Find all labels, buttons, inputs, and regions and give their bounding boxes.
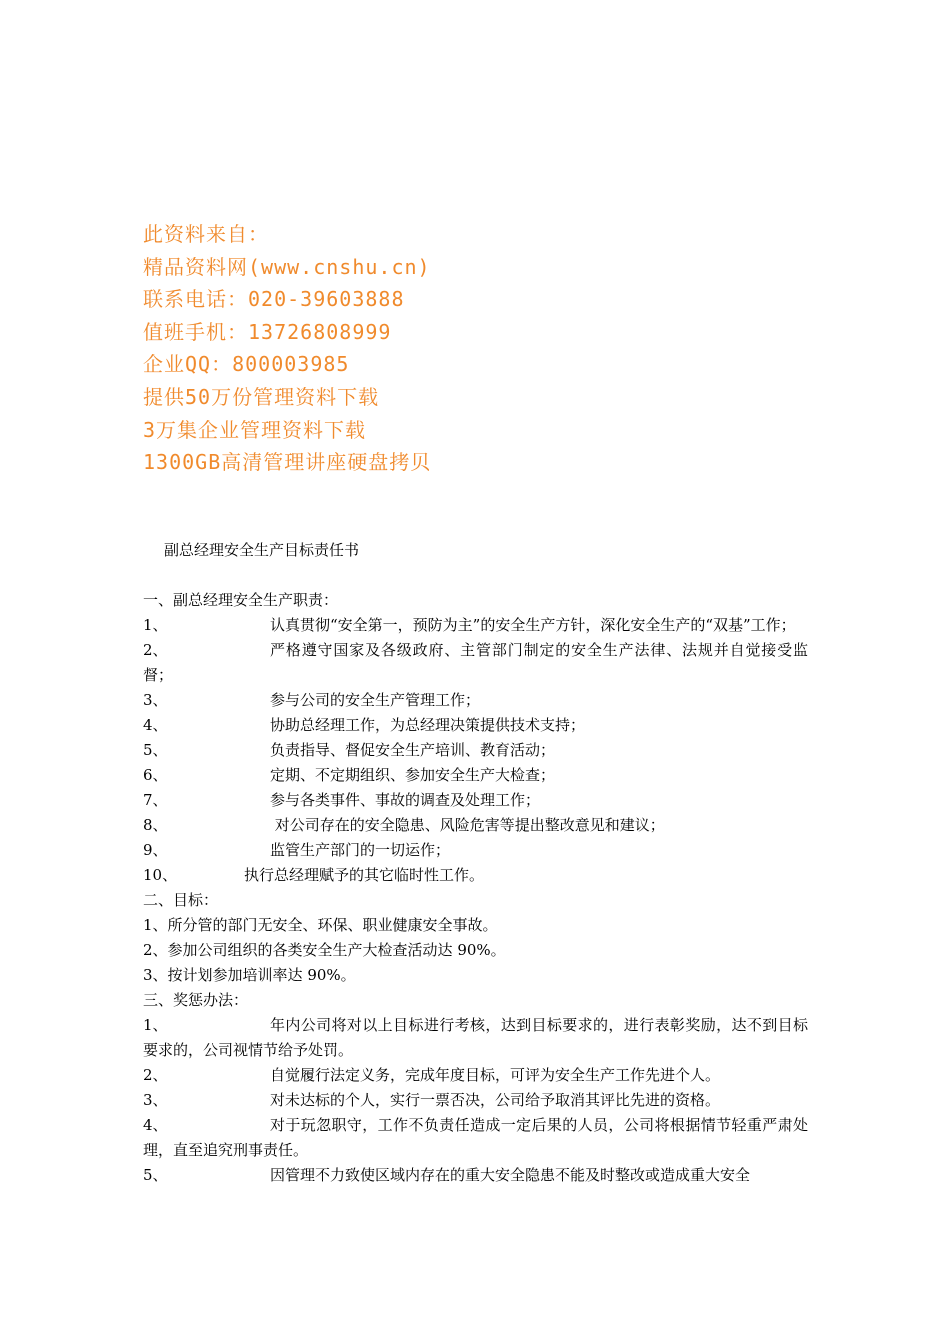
list-item xyxy=(143,763,808,788)
target-line: 2、参加公司组织的各类安全生产大检查活动达 90%。 xyxy=(143,941,506,959)
item-number: 1、 xyxy=(143,616,168,634)
list-item xyxy=(143,788,808,813)
target-line: 1、所分管的部门无安全、环保、职业健康安全事故。 xyxy=(143,916,498,934)
section-heading: 一、副总经理安全生产职责： xyxy=(143,591,339,609)
promo-line: 精品资料网(www.cnshu.cn) xyxy=(143,254,431,279)
list-item xyxy=(143,813,808,838)
item-text: 参与各类事件、事故的调查及处理工作； xyxy=(270,791,541,809)
list-item xyxy=(143,1013,808,1063)
item-text: 监管生产部门的一切运作； xyxy=(270,841,451,859)
list-item xyxy=(143,863,808,888)
promo-line: 提供50万份管理资料下载 xyxy=(143,384,380,409)
item-text: 年内公司将对以上目标进行考核，达到目标要求的，进行表彰奖励，达不到目标要求的，公司视情节给予处罚。 xyxy=(143,1016,808,1059)
list-item xyxy=(143,713,808,738)
item-text: 负责指导、督促安全生产培训、教育活动； xyxy=(270,741,556,759)
target-line: 3、按计划参加培训率达 90%。 xyxy=(143,966,356,984)
document-title: 副总经理安全生产目标责任书 xyxy=(164,541,360,559)
item-text: 对未达标的个人，实行一票否决，公司给予取消其评比先进的资格。 xyxy=(270,1091,721,1109)
section-heading: 二、目标： xyxy=(143,891,219,909)
item-text: 严格遵守国家及各级政府、主管部门制定的安全生产法律、法规并自觉接受监督； xyxy=(143,641,808,684)
item-number: 3、 xyxy=(143,1091,168,1109)
promo-line: 联系电话：020-39603888 xyxy=(143,287,405,312)
list-item xyxy=(143,838,808,863)
item-number: 8、 xyxy=(143,816,168,834)
list-item xyxy=(143,1063,808,1088)
item-number: 1、 xyxy=(143,1016,168,1034)
list-item xyxy=(143,1163,808,1188)
list-item xyxy=(143,1088,808,1113)
item-number: 4、 xyxy=(143,716,168,734)
item-number: 5、 xyxy=(143,741,168,759)
promo-line: 此资料来自： xyxy=(143,222,269,246)
promo-line: 值班手机：13726808999 xyxy=(143,319,392,344)
item-number: 4、 xyxy=(143,1116,168,1134)
item-number: 5、 xyxy=(143,1166,168,1184)
item-number: 2、 xyxy=(143,641,168,659)
list-item xyxy=(143,738,808,763)
promo-block xyxy=(143,218,431,479)
list-item xyxy=(143,688,808,713)
promo-line: 企业QQ：800003985 xyxy=(143,352,350,377)
promo-line: 3万集企业管理资料下载 xyxy=(143,417,367,442)
item-text: 自觉履行法定义务，完成年度目标，可评为安全生产工作先进个人。 xyxy=(270,1066,721,1084)
item-text: 认真贯彻“安全第一，预防为主”的安全生产方针，深化安全生产的“双基”工作； xyxy=(270,616,796,634)
promo-line: 1300GB高清管理讲座硬盘拷贝 xyxy=(143,450,432,475)
item-number: 6、 xyxy=(143,766,168,784)
list-item xyxy=(143,1113,808,1163)
item-text: 对公司存在的安全隐患、风险危害等提出整改意见和建议； xyxy=(270,816,665,834)
item-number: 9、 xyxy=(143,841,168,859)
list-item xyxy=(143,638,808,688)
item-number: 3、 xyxy=(143,691,168,709)
item-text: 执行总经理赋予的其它临时性工作。 xyxy=(244,866,485,884)
item-text: 参与公司的安全生产管理工作； xyxy=(270,691,481,709)
item-text: 协助总经理工作，为总经理决策提供技术支持； xyxy=(270,716,586,734)
item-text: 定期、不定期组织、参加安全生产大检查； xyxy=(270,766,556,784)
item-number: 2、 xyxy=(143,1066,168,1084)
item-text: 因管理不力致使区域内存在的重大安全隐患不能及时整改或造成重大安全 xyxy=(270,1166,751,1184)
item-number: 10、 xyxy=(143,866,178,884)
item-text: 对于玩忽职守，工作不负责任造成一定后果的人员，公司将根据情节轻重严肃处理，直至追究刑事责任。 xyxy=(143,1116,808,1159)
item-number: 7、 xyxy=(143,791,168,809)
document-body xyxy=(143,588,808,1188)
list-item xyxy=(143,613,808,638)
section-heading: 三、奖惩办法： xyxy=(143,991,249,1009)
